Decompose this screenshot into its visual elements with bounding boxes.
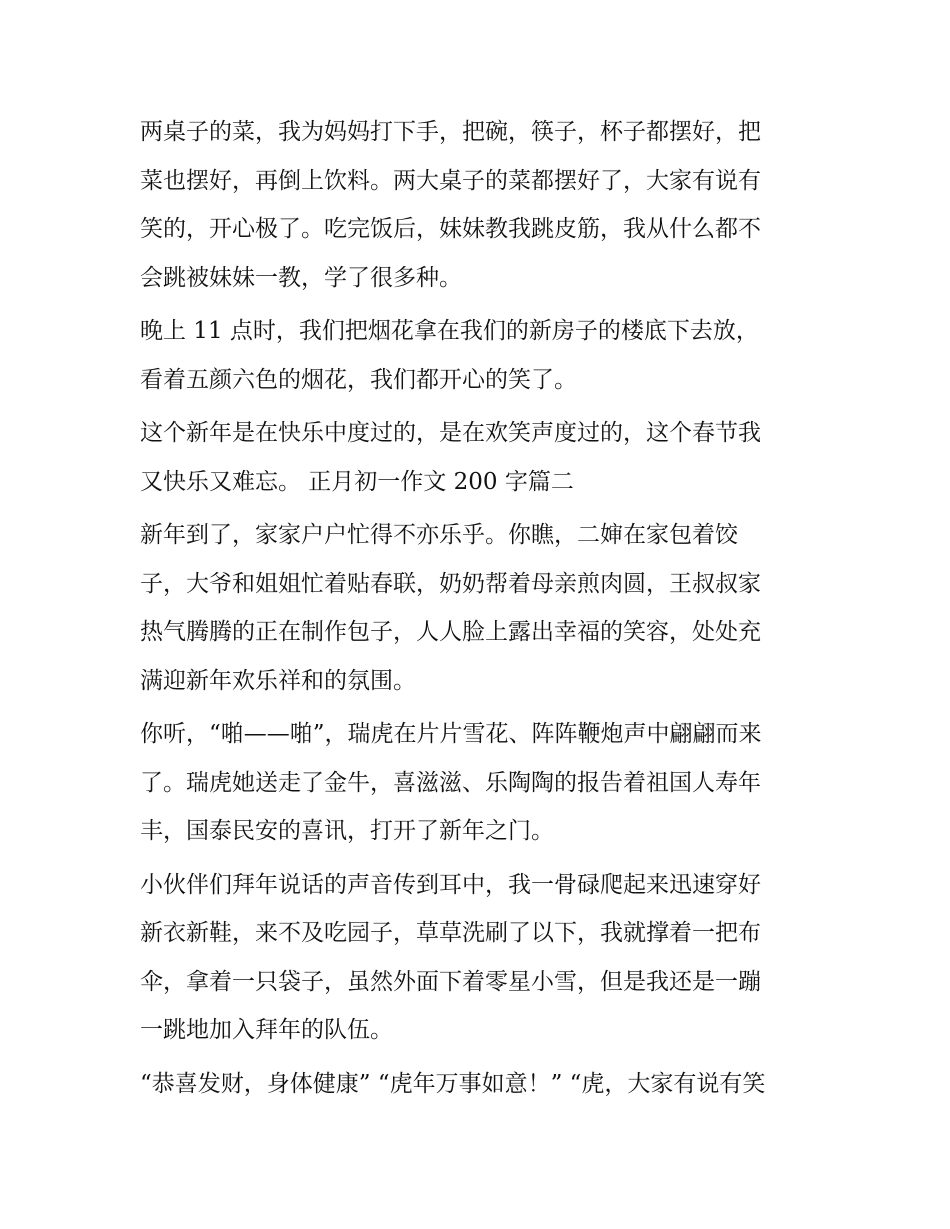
text-line: 新年到了，家家户户忙得不亦乐乎。你瞧，二婶在家包着饺 bbox=[140, 522, 738, 548]
text-line: 看着五颜六色的烟花，我们都开心的笑了。 bbox=[140, 366, 577, 393]
text-line: 两桌子的菜，我为妈妈打下手，把碗，筷子，杯子都摆好，把 bbox=[140, 119, 761, 145]
text-line: 伞，拿着一只袋子，虽然外面下着零星小雪，但是我还是一蹦 bbox=[140, 968, 761, 995]
document-page bbox=[140, 108, 820, 1108]
text-line: “恭喜发财，身体健康” “虎年万事如意！” “虎，大家有说有笑 bbox=[140, 1070, 766, 1097]
text-line: 又快乐又难忘。 正月初一作文 200 字篇二 bbox=[140, 468, 574, 495]
text-line: 了。瑞虎她送走了金牛，喜滋滋、乐陶陶的报告着祖国人寿年 bbox=[140, 769, 761, 796]
text-line: 你听，“啪——啪”，瑞虎在片片雪花、阵阵鞭炮声中翩翩而来 bbox=[140, 721, 762, 747]
text-line: 会跳被妹妹一教，学了很多种。 bbox=[140, 264, 462, 291]
paragraph bbox=[140, 1060, 820, 1109]
text-line: 丰，国泰民安的喜讯，打开了新年之门。 bbox=[140, 818, 554, 844]
paragraph bbox=[140, 710, 820, 856]
paragraph bbox=[140, 108, 820, 302]
paragraph bbox=[140, 861, 820, 1055]
text-line: 这个新年是在快乐中度过的，是在欢笑声度过的，这个春节我 bbox=[140, 420, 761, 446]
text-line: 子，大爷和姐姐忙着贴春联，奶奶帮着母亲煎肉圆，王叔叔家 bbox=[140, 570, 761, 597]
text-line: 热气腾腾的正在制作包子，人人脸上露出幸福的笑容，处处充 bbox=[140, 619, 761, 645]
text-line: 小伙伴们拜年说话的声音传到耳中，我一骨碌爬起来迅速穿好 bbox=[140, 871, 761, 898]
text-line: 菜也摆好，再倒上饮料。两大桌子的菜都摆好了，大家有说有 bbox=[140, 167, 761, 194]
paragraph bbox=[140, 307, 820, 404]
text-line: 笑的，开心极了。吃完饭后，妹妹教我跳皮筋，我从什么都不 bbox=[140, 216, 761, 242]
text-line: 满迎新年欢乐祥和的氛围。 bbox=[140, 667, 416, 694]
text-line: 新衣新鞋，来不及吃园子，草草洗刷了以下，我就撑着一把布 bbox=[140, 920, 761, 946]
paragraph bbox=[140, 511, 820, 705]
text-line: 晚上 11 点时，我们把烟花拿在我们的新房子的楼底下去放， bbox=[140, 318, 759, 344]
text-line: 一跳地加入拜年的队伍。 bbox=[140, 1017, 393, 1043]
paragraph bbox=[140, 409, 820, 506]
